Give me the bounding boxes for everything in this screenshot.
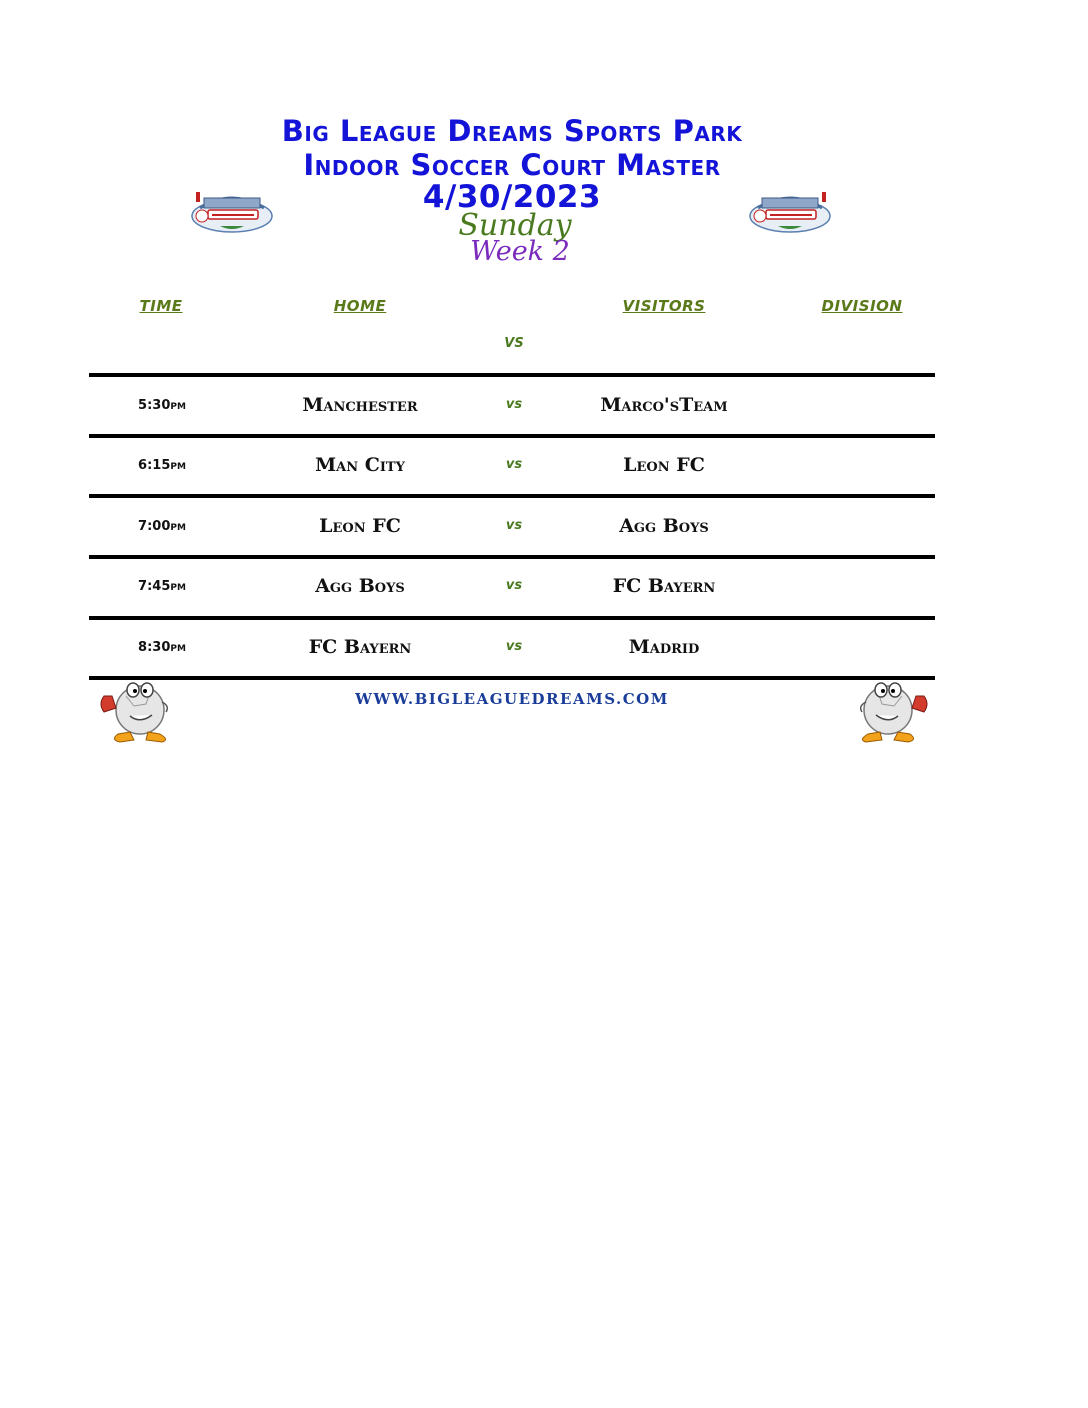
game-time: 7:45pm bbox=[138, 579, 186, 594]
vs-label: vs bbox=[505, 397, 523, 412]
website-url: WWW.BIGLEAGUEDREAMS.COM bbox=[355, 690, 669, 708]
header-time: TIME bbox=[139, 297, 183, 315]
visitor-team: Madrid bbox=[628, 636, 700, 658]
vs-label: vs bbox=[505, 578, 523, 593]
vs-label: vs bbox=[505, 639, 523, 654]
row-divider bbox=[89, 434, 935, 438]
schedule-week: Week 2 bbox=[470, 236, 570, 267]
home-team: Man City bbox=[315, 454, 405, 476]
header-home: HOME bbox=[333, 297, 387, 315]
visitor-team: Leon FC bbox=[623, 454, 705, 476]
row-divider bbox=[89, 494, 935, 498]
row-divider bbox=[89, 676, 935, 680]
big-league-dreams-logo-icon bbox=[190, 186, 274, 234]
game-time: 7:00pm bbox=[138, 519, 186, 534]
row-divider bbox=[89, 373, 935, 377]
schedule-day: Sunday bbox=[458, 208, 572, 243]
header-vs: VS bbox=[504, 336, 524, 351]
schedule-date: 4/30/2023 bbox=[422, 179, 602, 215]
home-team: Leon FC bbox=[319, 515, 401, 537]
game-time: 5:30pm bbox=[138, 398, 186, 413]
row-divider bbox=[89, 555, 935, 559]
home-team: FC Bayern bbox=[308, 636, 412, 658]
soccer-ball-mascot-icon bbox=[90, 682, 190, 744]
header-division: DIVISION bbox=[821, 297, 903, 315]
vs-label: vs bbox=[505, 457, 523, 472]
home-team: Agg Boys bbox=[315, 575, 405, 597]
home-team: Manchester bbox=[302, 394, 418, 416]
vs-label: vs bbox=[505, 518, 523, 533]
big-league-dreams-logo-icon bbox=[748, 186, 832, 234]
visitor-team: FC Bayern bbox=[612, 575, 716, 597]
visitor-team: Marco'sTeam bbox=[600, 394, 728, 416]
title-line-1: Big League Dreams Sports Park bbox=[281, 114, 743, 148]
game-time: 6:15pm bbox=[138, 458, 186, 473]
header-visitors: VISITORS bbox=[622, 297, 706, 315]
game-time: 8:30pm bbox=[138, 640, 186, 655]
visitor-team: Agg Boys bbox=[619, 515, 709, 537]
soccer-ball-mascot-icon bbox=[838, 682, 938, 744]
title-line-2: Indoor Soccer Court Master bbox=[303, 148, 721, 182]
row-divider bbox=[89, 616, 935, 620]
